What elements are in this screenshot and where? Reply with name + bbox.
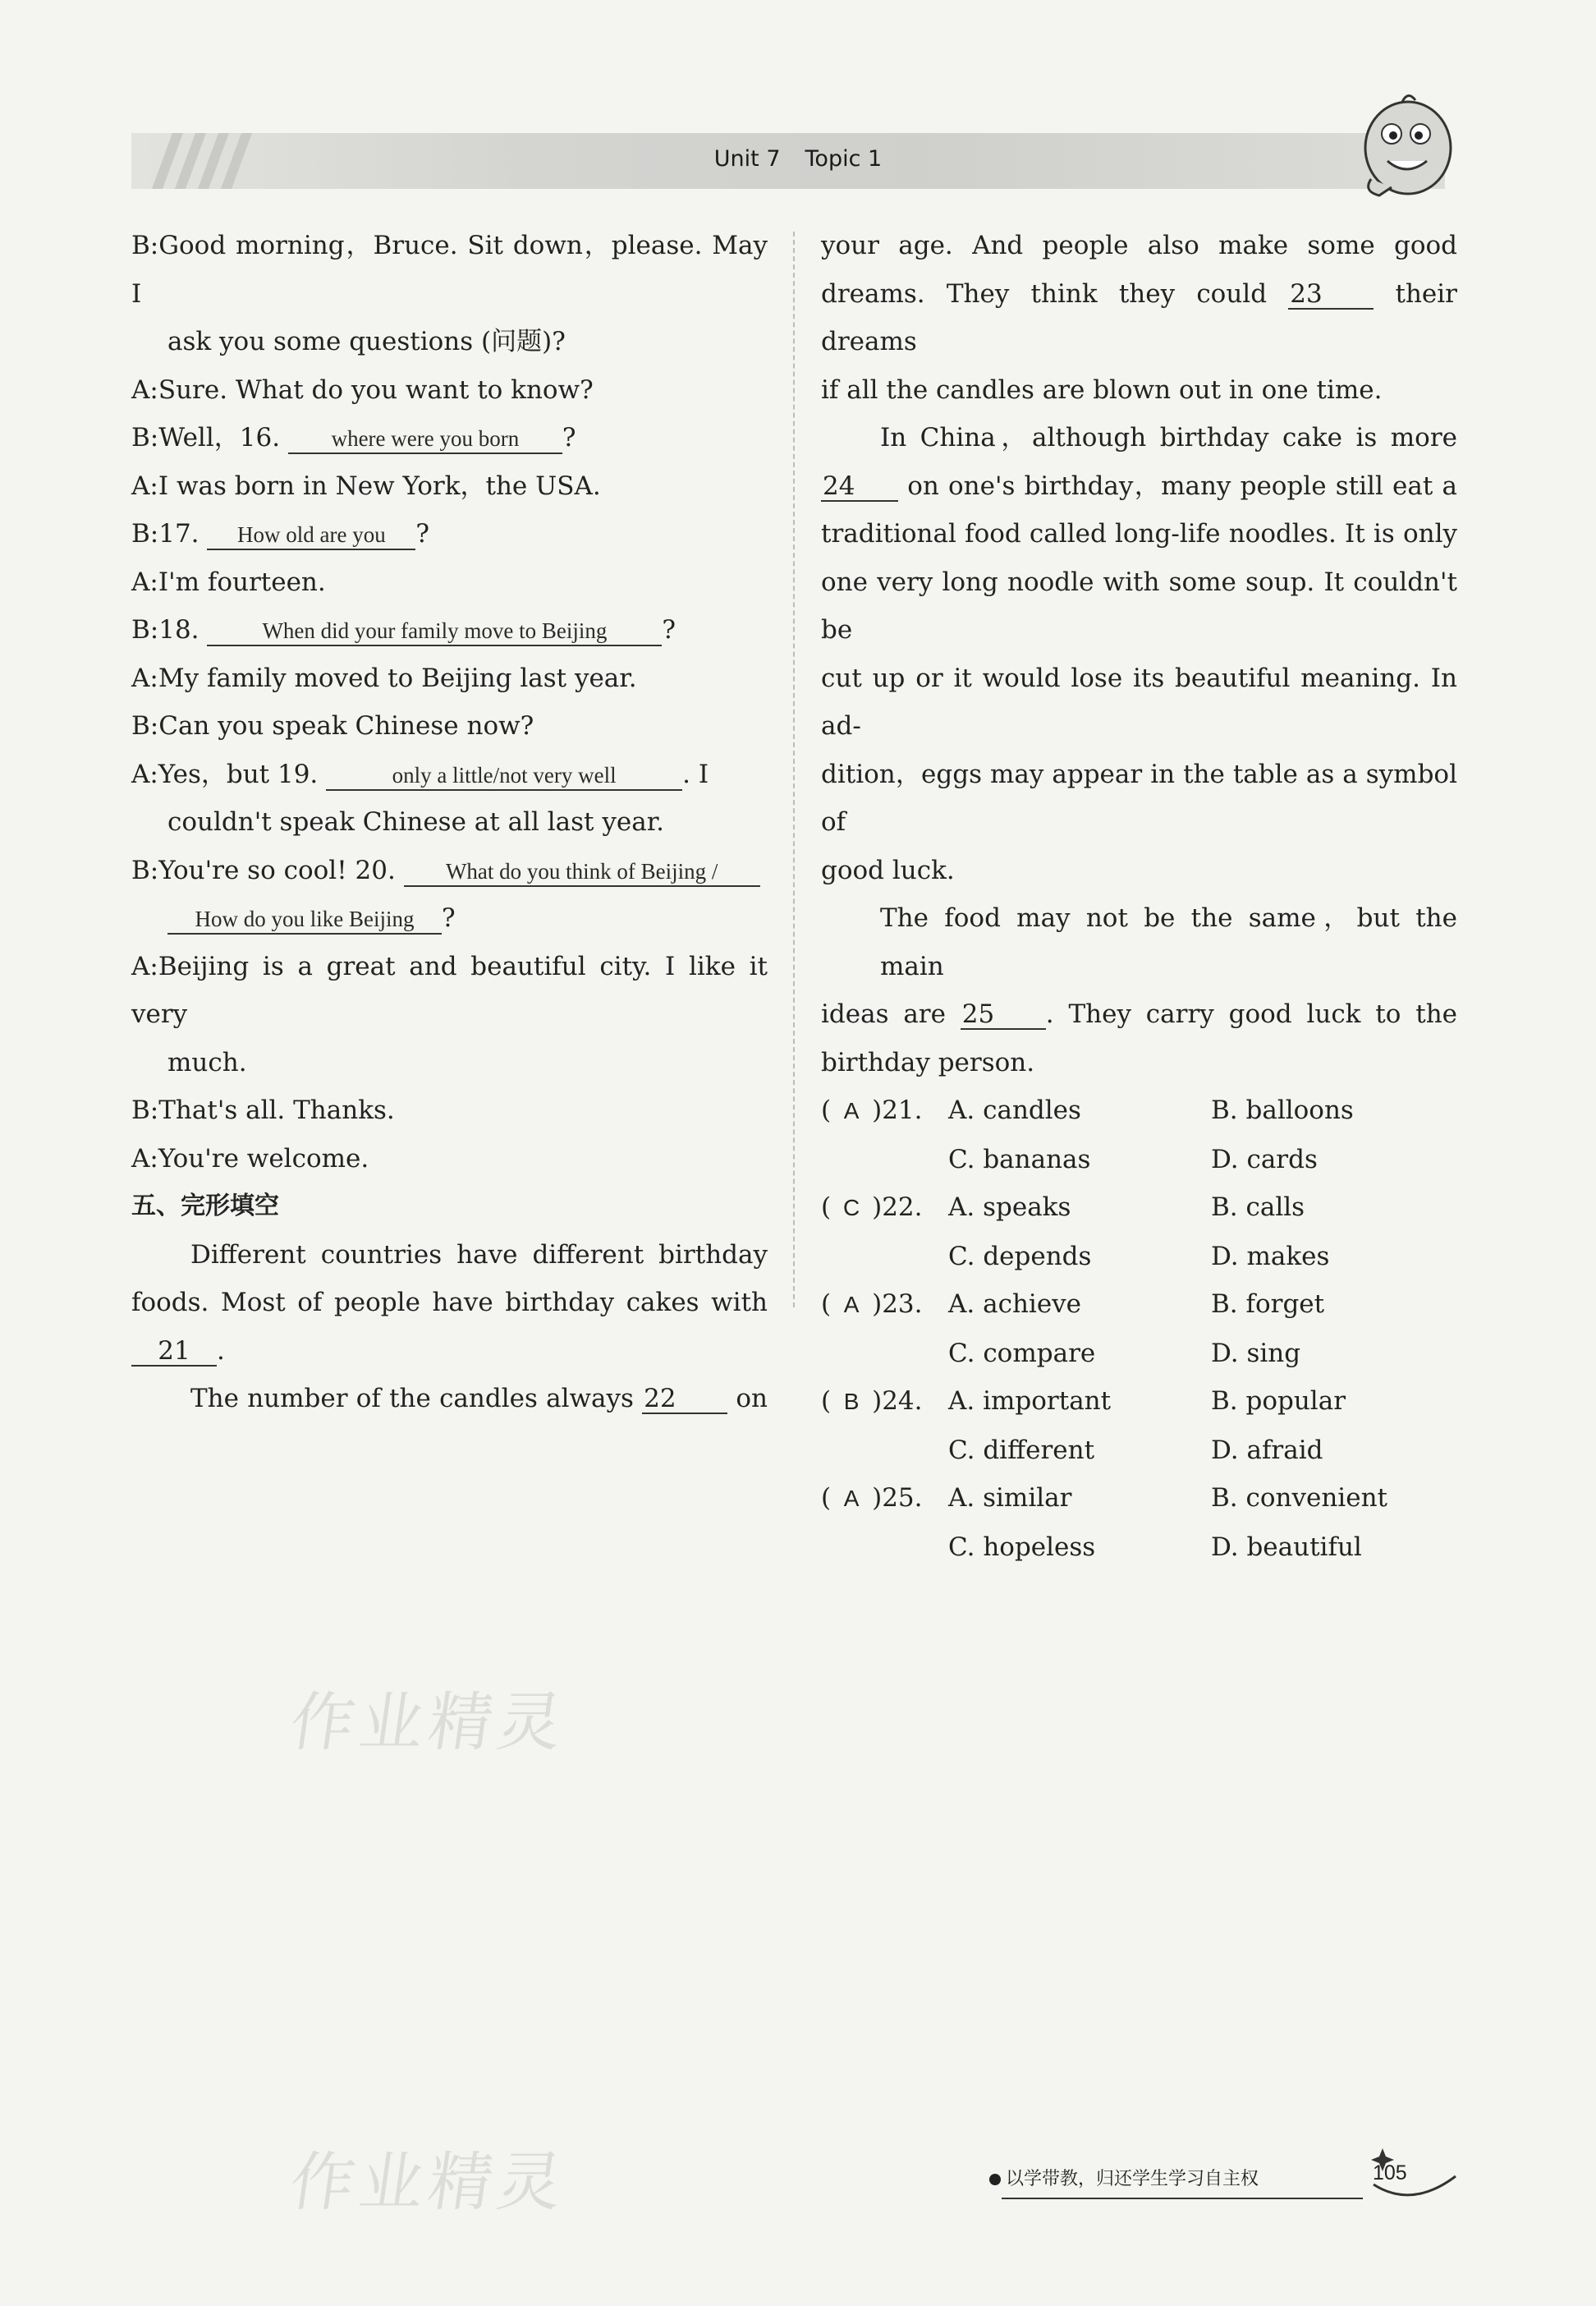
option-25-b: B. convenient	[1211, 1483, 1387, 1513]
dialogue-line-b-thanks: B:That's all. Thanks.	[131, 1096, 395, 1125]
blank-22: 22	[642, 1385, 727, 1414]
option-21-d: D. cards	[1211, 1144, 1318, 1174]
option-21-b: B. balloons	[1211, 1096, 1354, 1125]
question-24: ( B )24. A. important B. popular	[821, 1377, 1457, 1426]
dialogue-line-q18: B:18. When did your family move to Beijing ?	[131, 615, 676, 645]
passage-line-1: Different countries have different birthday	[190, 1239, 768, 1270]
answer-23: A	[843, 1292, 860, 1317]
dialogue-line-q20-cont: How do you like Beijing ?	[131, 894, 768, 943]
dialogue-line-q19: A:Yes，but 19. only a little/not very well . I	[131, 759, 709, 789]
answer-21: A	[843, 1098, 860, 1123]
passage-right-1: your age. And people also make some good	[821, 231, 1457, 260]
answer-20: What do you think of Beijing /	[404, 857, 760, 887]
blank-24: 24	[821, 472, 898, 502]
passage-right-9: dition，eggs may appear in the table as a symbol of	[821, 759, 1457, 837]
dialogue-line-a16: A:I was born in New York，the USA.	[131, 471, 601, 501]
blank-21: 21	[131, 1337, 217, 1367]
passage-right-5: 24 on one's birthday，many people still eat a	[823, 471, 1457, 501]
dialogue-line-b1: B:Good morning，Bruce. Sit down，please. May I	[131, 231, 768, 309]
question-22-cd	[821, 1233, 1457, 1281]
answer-18: When did your family move to Beijing	[207, 617, 662, 646]
passage-right-12: ideas are 25 . They carry good luck to the	[821, 999, 1458, 1029]
dialogue-line-b-chinese: B:Can you speak Chinese now?	[131, 711, 534, 741]
passage-right-3: if all the candles are blown out in one time.	[821, 374, 1383, 405]
question-21-cd	[821, 1136, 1457, 1184]
question-23-cd	[821, 1330, 1457, 1378]
blank-23: 23	[1288, 280, 1374, 310]
watermark-lower: 作业精灵	[285, 2146, 572, 2220]
passage-right-6: traditional food called long-life noodles. It is only	[821, 519, 1457, 549]
column-divider	[793, 232, 795, 1307]
passage-line-4: The number of the candles always 22 on	[190, 1384, 768, 1413]
bullet-icon	[989, 2174, 1001, 2185]
right-column	[821, 222, 1457, 1571]
option-23-d: D. sing	[1211, 1338, 1301, 1368]
option-25-d: D. beautiful	[1211, 1532, 1362, 1562]
passage-right-8: cut up or it would lose its beautiful meaning. In ad-	[821, 663, 1457, 741]
footer-rule	[1002, 2198, 1363, 2199]
option-24-c: C. different	[948, 1435, 1095, 1465]
dialogue-line-a17: A:I'm fourteen.	[131, 567, 326, 597]
question-24-cd	[821, 1426, 1457, 1475]
dialogue-line-q19-cont: couldn't speak Chinese at all last year.	[167, 807, 664, 837]
option-25-a: A. similar	[948, 1483, 1072, 1513]
dialogue-line-a18: A:My family moved to Beijing last year.	[131, 663, 637, 693]
question-22: ( C )22. A. speaks B. calls	[821, 1183, 1457, 1233]
option-24-d: D. afraid	[1211, 1435, 1323, 1465]
passage-right-2: dreams. They think they could 23 their dreams	[821, 278, 1457, 356]
answer-22: C	[842, 1195, 860, 1220]
answer-19: only a little/not very well	[326, 761, 682, 791]
footer-motto: 以学带教，归还学生学习自主权	[989, 2165, 1259, 2190]
option-21-a: A. candles	[948, 1096, 1081, 1125]
option-22-d: D. makes	[1211, 1241, 1330, 1271]
answer-20-cont: How do you like Beijing	[167, 905, 442, 935]
option-23-a: A. achieve	[948, 1289, 1082, 1319]
option-21-c: C. bananas	[948, 1144, 1091, 1174]
blank-25: 25	[961, 1000, 1046, 1030]
topic-label: Topic 1	[805, 146, 883, 172]
passage-line-3: 21 .	[131, 1327, 768, 1376]
option-24-b: B. popular	[1211, 1386, 1346, 1416]
dialogue-line-a20-cont: much.	[167, 1047, 247, 1077]
answer-25: A	[843, 1486, 860, 1511]
dialogue-line-a1: A:Sure. What do you want to know?	[131, 374, 594, 405]
mascot-icon	[1355, 89, 1461, 204]
question-21: ( A )21. A. candles B. balloons	[821, 1086, 1457, 1136]
option-24-a: A. important	[948, 1386, 1112, 1416]
option-23-c: C. compare	[948, 1338, 1096, 1368]
answer-24: B	[843, 1389, 860, 1414]
dialogue-line-b1-cont: ask you some questions (问题)?	[167, 327, 566, 356]
dialogue-line-a20: A:Beijing is a great and beautiful city. I like it very	[131, 951, 768, 1029]
option-22-b: B. calls	[1211, 1192, 1305, 1222]
answer-16: where were you born	[288, 425, 562, 454]
dialogue-line-q17: B:17. How old are you ?	[131, 519, 430, 549]
option-23-b: B. forget	[1211, 1289, 1325, 1319]
question-23: ( A )23. A. achieve B. forget	[821, 1280, 1457, 1330]
passage-right-7: one very long noodle with some soup. It couldn't be	[821, 567, 1457, 645]
page-number: 105	[1373, 2161, 1407, 2184]
question-25-cd	[821, 1523, 1457, 1572]
question-25: ( A )25. A. similar B. convenient	[821, 1474, 1457, 1523]
answer-17: How old are you	[207, 521, 415, 550]
passage-right-10: good luck.	[821, 855, 955, 885]
dialogue-line-q20: B:You're so cool! 20. What do you think of Beijing /	[131, 847, 768, 895]
option-25-c: C. hopeless	[948, 1532, 1096, 1562]
option-22-c: C. depends	[948, 1241, 1092, 1271]
watermark-upper: 作业精灵	[285, 1686, 572, 1760]
dialogue-line-q16: B:Well，16. where were you born ?	[131, 423, 576, 452]
left-column	[131, 222, 768, 1423]
option-22-a: A. speaks	[948, 1192, 1071, 1222]
section-heading-cloze: 五、完形填空	[131, 1192, 279, 1220]
dialogue-line-a-welcome: A:You're welcome.	[131, 1143, 369, 1174]
passage-right-11: The food may not be the same，but the main	[880, 903, 1457, 981]
passage-right-13: birthday person.	[821, 1047, 1035, 1077]
passage-right-4: In China，although birthday cake is more	[880, 423, 1457, 452]
unit-label: Unit 7	[713, 146, 781, 172]
passage-line-2: foods. Most of people have birthday cakes with	[131, 1288, 768, 1317]
